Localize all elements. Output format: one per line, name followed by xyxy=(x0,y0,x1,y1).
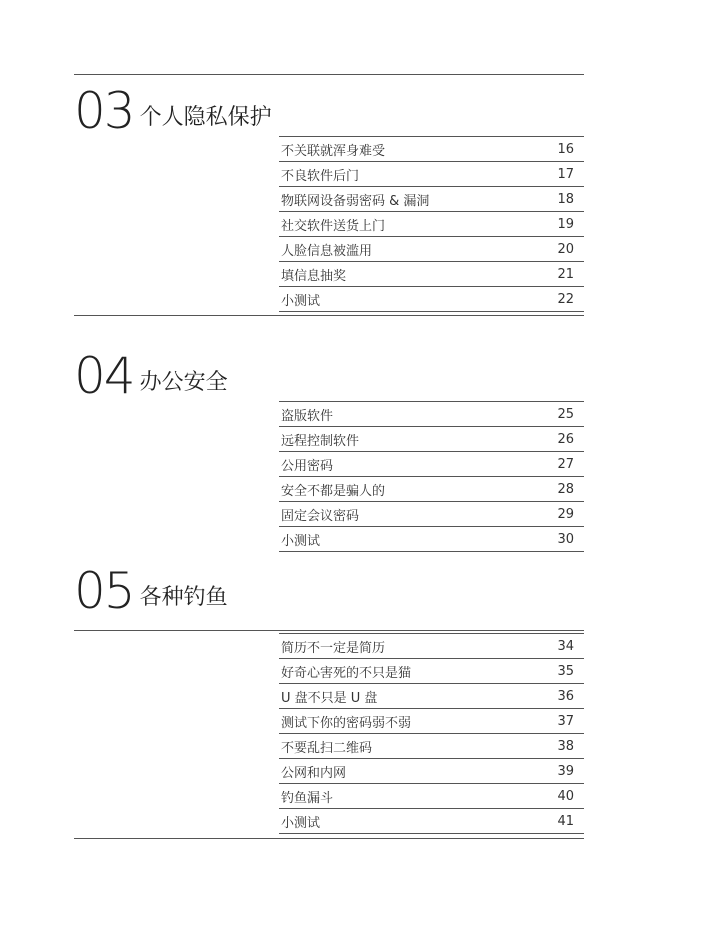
toc-row[interactable] xyxy=(279,162,584,187)
toc-row[interactable] xyxy=(279,401,584,427)
section-title: 个人隐私保护 xyxy=(139,105,272,130)
section-05 xyxy=(74,546,584,846)
section-header xyxy=(74,556,228,620)
section-title: 各种钓鱼 xyxy=(139,585,228,610)
toc-item-title: 不要乱扫二维码 xyxy=(281,740,373,756)
toc-item-title: 远程控制软件 xyxy=(281,433,360,449)
toc-page-number: 28 xyxy=(557,481,574,497)
toc-row[interactable] xyxy=(279,187,584,212)
toc-item-title: 社交软件送货上门 xyxy=(281,218,386,234)
section-header xyxy=(74,76,272,140)
section-number: 03 xyxy=(74,82,134,140)
section-title: 办公安全 xyxy=(139,370,228,395)
toc-row[interactable] xyxy=(279,709,584,734)
toc-row[interactable] xyxy=(279,633,584,659)
toc-item-title: 不关联就浑身难受 xyxy=(281,143,386,159)
toc-item-title: 小测试 xyxy=(281,815,321,831)
toc-row[interactable] xyxy=(279,136,584,162)
toc-item-title: 固定会议密码 xyxy=(281,508,360,524)
toc-item-title: 盗版软件 xyxy=(281,408,334,424)
toc-page-number: 18 xyxy=(557,191,574,207)
toc-row[interactable] xyxy=(279,809,584,834)
toc-page-number: 30 xyxy=(557,531,574,547)
toc-row[interactable] xyxy=(279,684,584,709)
toc-item-title: 测试下你的密码弱不弱 xyxy=(281,715,412,731)
toc-row[interactable] xyxy=(279,734,584,759)
section-bottom-rule xyxy=(74,838,584,839)
toc-row[interactable] xyxy=(279,784,584,809)
toc-page-number: 35 xyxy=(557,663,574,679)
toc-row[interactable] xyxy=(279,237,584,262)
toc-item-title: U 盘不只是 U 盘 xyxy=(281,690,378,706)
toc-page-number: 40 xyxy=(557,788,574,804)
toc-list xyxy=(279,401,584,552)
toc-page-number: 27 xyxy=(557,456,574,472)
toc-page-number: 25 xyxy=(557,406,574,422)
toc-item-title: 不良软件后门 xyxy=(281,168,360,184)
section-number: 04 xyxy=(74,347,134,405)
toc-item-title: 好奇心害死的不只是猫 xyxy=(281,665,412,681)
toc-item-title: 填信息抽奖 xyxy=(281,268,347,284)
toc-page-number: 17 xyxy=(557,166,574,182)
toc-page-number: 41 xyxy=(557,813,574,829)
toc-page-number: 39 xyxy=(557,763,574,779)
section-top-rule xyxy=(74,74,584,75)
toc-page-number: 16 xyxy=(557,141,574,157)
toc-item-title: 小测试 xyxy=(281,293,321,309)
section-top-rule xyxy=(74,630,584,631)
toc-item-title: 小测试 xyxy=(281,533,321,549)
toc-item-title: 公用密码 xyxy=(281,458,334,474)
toc-page-number: 38 xyxy=(557,738,574,754)
section-04 xyxy=(74,315,584,549)
toc-page-number: 19 xyxy=(557,216,574,232)
toc-list xyxy=(279,136,584,312)
section-header xyxy=(74,341,228,405)
toc-row[interactable] xyxy=(279,427,584,452)
toc-item-title: 公网和内网 xyxy=(281,765,347,781)
toc-item-title: 人脸信息被滥用 xyxy=(281,243,373,259)
toc-page-number: 29 xyxy=(557,506,574,522)
toc-item-title: 物联网设备弱密码 & 漏洞 xyxy=(281,193,430,209)
toc-page-number: 20 xyxy=(557,241,574,257)
toc-item-title: 钓鱼漏斗 xyxy=(281,790,334,806)
toc-row[interactable] xyxy=(279,502,584,527)
toc-page-number: 36 xyxy=(557,688,574,704)
toc-page-number: 22 xyxy=(557,291,574,307)
toc-row[interactable] xyxy=(279,759,584,784)
toc-item-title: 简历不一定是简历 xyxy=(281,640,386,656)
toc-list xyxy=(279,633,584,834)
toc-page-number: 21 xyxy=(557,266,574,282)
section-number: 05 xyxy=(74,562,134,620)
toc-page-number: 26 xyxy=(557,431,574,447)
toc-row[interactable] xyxy=(279,477,584,502)
section-top-rule xyxy=(74,315,584,316)
toc-row[interactable] xyxy=(279,287,584,312)
toc-row[interactable] xyxy=(279,212,584,237)
section-03 xyxy=(74,74,584,319)
toc-item-title: 安全不都是骗人的 xyxy=(281,483,386,499)
toc-row[interactable] xyxy=(279,452,584,477)
toc-row[interactable] xyxy=(279,659,584,684)
toc-page-number: 34 xyxy=(557,638,574,654)
toc-page-number: 37 xyxy=(557,713,574,729)
toc-row[interactable] xyxy=(279,262,584,287)
